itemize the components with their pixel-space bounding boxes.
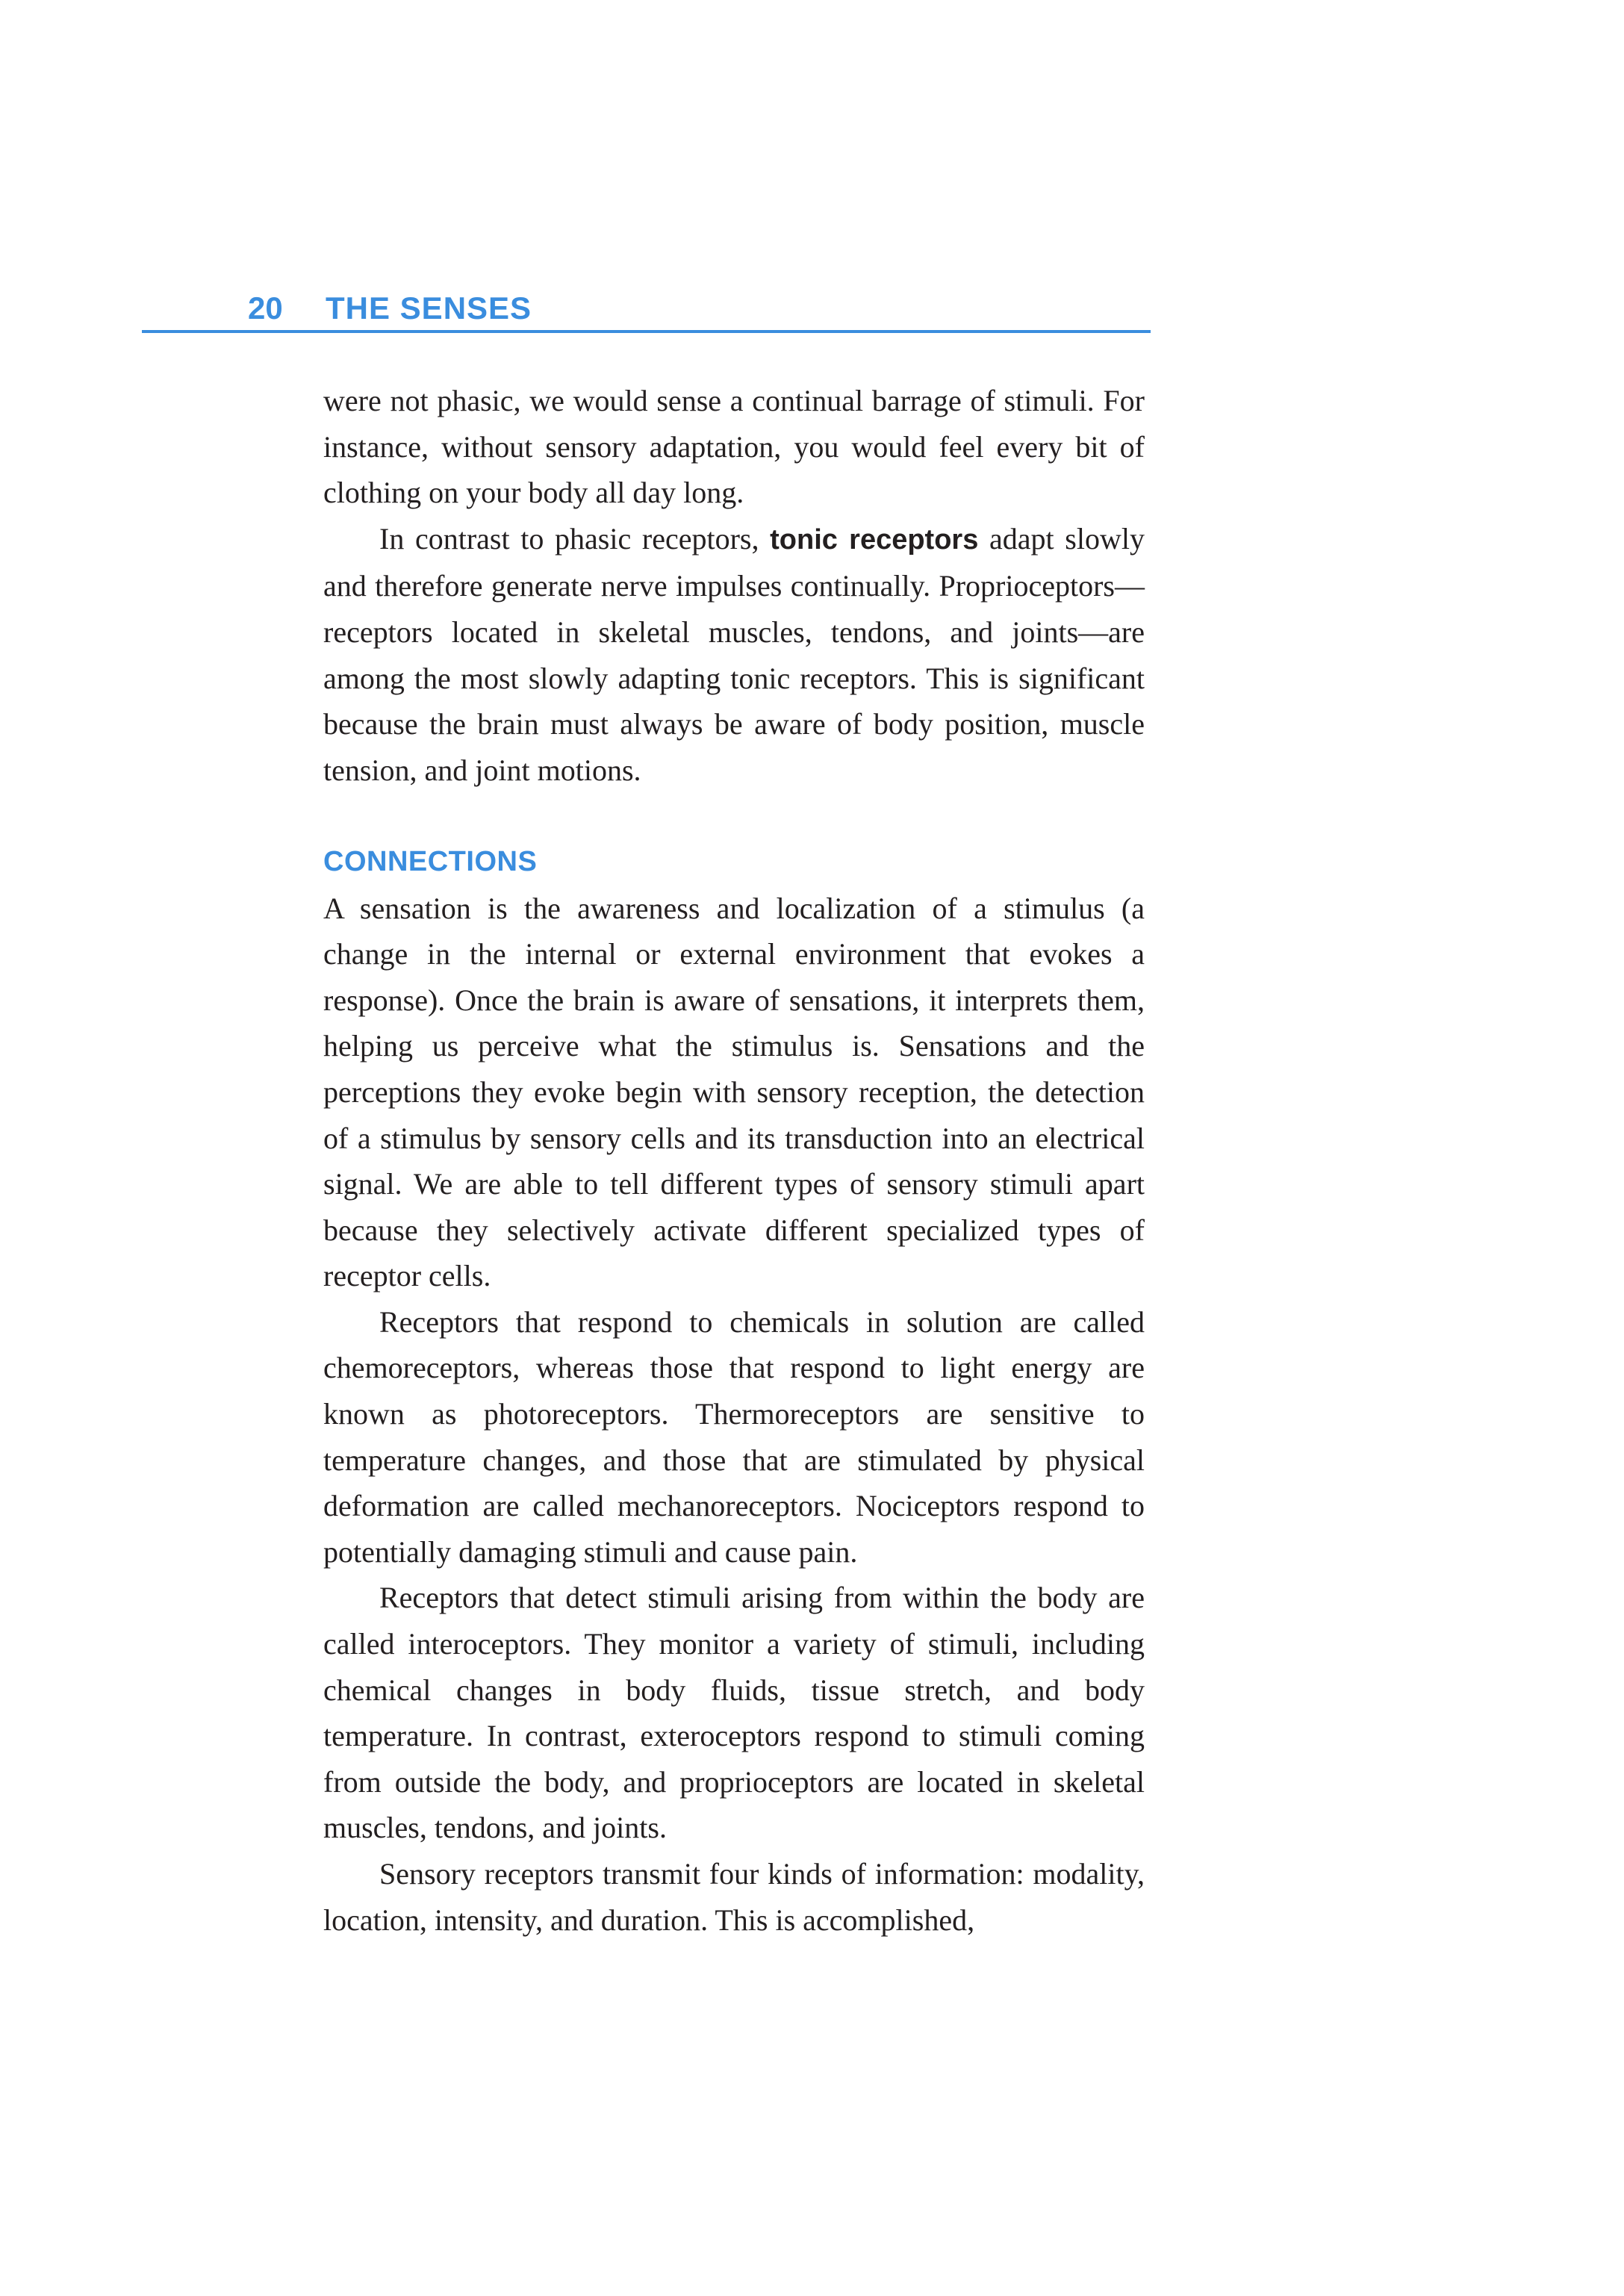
paragraph-1: were not phasic, we would sense a continual barrage of stimuli. For instance, without sensory adaptation, you would feel every bit of clothing on your body all day long. <box>323 384 1145 510</box>
book-title: THE SENSES <box>326 290 532 326</box>
paragraph-5: Receptors that detect stimuli arising from within the body are called interoceptors. They monitor a variety of stimuli, including chemical changes in body fluids, tissue stretch, and body temperature. In contrast, exteroceptors respond to stimuli coming from outside the body, and proprioceptors are located in skeletal muscles, tendons, and joints. <box>323 1581 1145 1845</box>
section-heading-connections: CONNECTIONS <box>323 845 538 877</box>
paragraph-6: Sensory receptors transmit four kinds of information: modality, location, intensity, and duration. This is accomplished, <box>323 1857 1145 1937</box>
paragraph-3: A sensation is the awareness and localization of a stimulus (a change in the internal or external environment that evokes a response). Once the brain is aware of sensations, it interprets them, helping us perceive what the stimulus is. Sensations and the perceptions they evoke begin with sensory reception, the detection of a stimulus by sensory cells and its transduction into an electrical signal. We are able to tell different types of sensory stimuli apart because they selectively activate different specialized types of receptor cells. <box>323 891 1145 1293</box>
paragraph-2-lead: In contrast to phasic receptors, <box>379 521 771 556</box>
header-rule <box>142 330 1151 333</box>
paragraph-2-rest: adapt slowly and therefore generate nerve impulses continually. Proprioceptors—receptors located in skeletal muscles, tendons, and joints—are among the most slowly adapting tonic receptors. This is significant because the brain must always be aware of body position, muscle tension, and joint motions. <box>323 521 1145 787</box>
running-head <box>142 287 1151 330</box>
paragraph-4: Receptors that respond to chemicals in solution are called chemoreceptors, whereas those that respond to light energy are known as photoreceptors. Thermoreceptors are sensitive to temperature changes, and those that are stimulated by physical deformation are called mechanoreceptors. Nociceptors respond to potentially damaging stimuli and cause pain. <box>323 1304 1145 1569</box>
page-number: 20 <box>248 290 283 326</box>
body-text <box>323 378 1145 1943</box>
keyword-tonic-receptors: tonic receptors <box>770 523 979 556</box>
paragraph-2 <box>323 516 1145 794</box>
